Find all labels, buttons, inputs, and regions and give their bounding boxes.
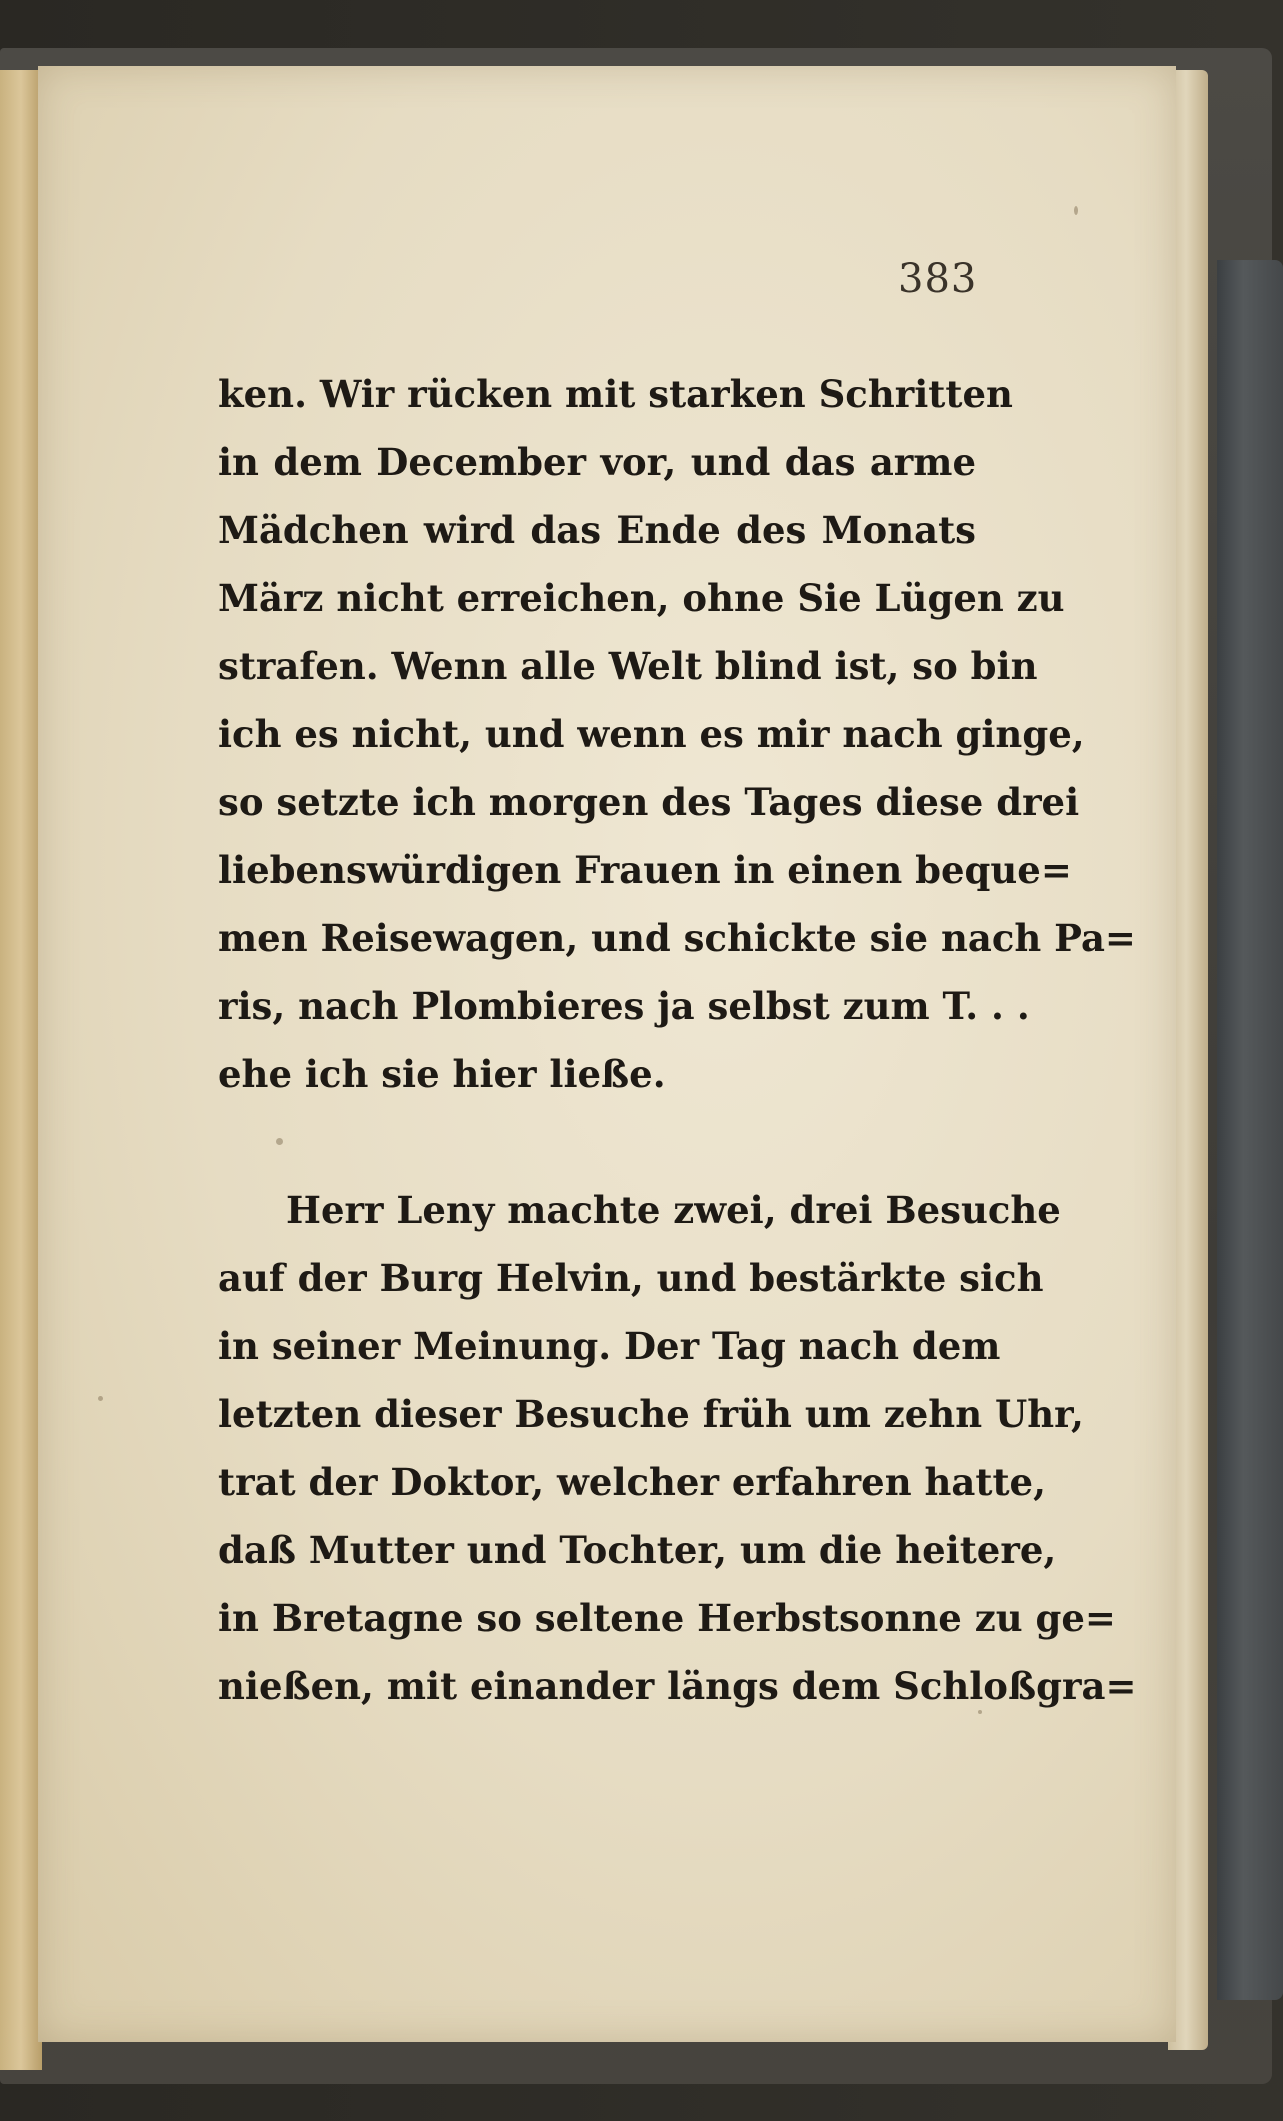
- text-line: ich es nicht, und wenn es mir nach ginge,: [218, 712, 1085, 756]
- paragraph-spacer: [218, 1108, 976, 1176]
- text-line: ehe ich sie hier ließe.: [218, 1052, 666, 1096]
- paper-speck: [978, 1710, 982, 1714]
- text-line: in seiner Meinung. Der Tag nach dem: [218, 1324, 1001, 1368]
- text-line: trat der Doktor, welcher erfahren hatte,: [218, 1460, 1046, 1504]
- page-text: [218, 360, 1137, 1720]
- text-line: März nicht erreichen, ohne Sie Lügen zu: [218, 576, 1065, 620]
- book-cover-edge: [1217, 260, 1283, 2000]
- text-line: strafen. Wenn alle Welt blind ist, so bin: [218, 644, 1038, 688]
- text-line: ken. Wir rücken mit starken Schritten: [218, 372, 1013, 416]
- text-line: letzten dieser Besuche früh um zehn Uhr,: [218, 1392, 1084, 1436]
- paragraph: [218, 360, 1136, 1108]
- text-line: men Reisewagen, und schickte sie nach Pa=: [218, 916, 1136, 960]
- paper-speck: [1074, 206, 1078, 215]
- text-line: nießen, mit einander längs dem Schloßgra=: [218, 1664, 1137, 1708]
- facing-page-edge: [0, 70, 42, 2070]
- text-line: Herr Leny machte zwei, drei Besuche: [286, 1188, 1061, 1232]
- paper-speck: [98, 1396, 103, 1401]
- text-line: Mädchen wird das Ende des Monats: [218, 508, 976, 552]
- text-line: in dem December vor, und das arme: [218, 440, 976, 484]
- text-line: liebenswürdigen Frauen in einen beque=: [218, 848, 1072, 892]
- page-number: 383: [898, 256, 978, 302]
- text-line: ris, nach Plombieres ja selbst zum T. . .: [218, 984, 1030, 1028]
- text-line: daß Mutter und Tochter, um die heitere,: [218, 1528, 1057, 1572]
- text-line: auf der Burg Helvin, und bestärkte sich: [218, 1256, 1044, 1300]
- text-line: so setzte ich morgen des Tages diese drei: [218, 780, 1080, 824]
- text-line: in Bretagne so seltene Herbstsonne zu ge=: [218, 1596, 1116, 1640]
- paragraph: [218, 1176, 1137, 1720]
